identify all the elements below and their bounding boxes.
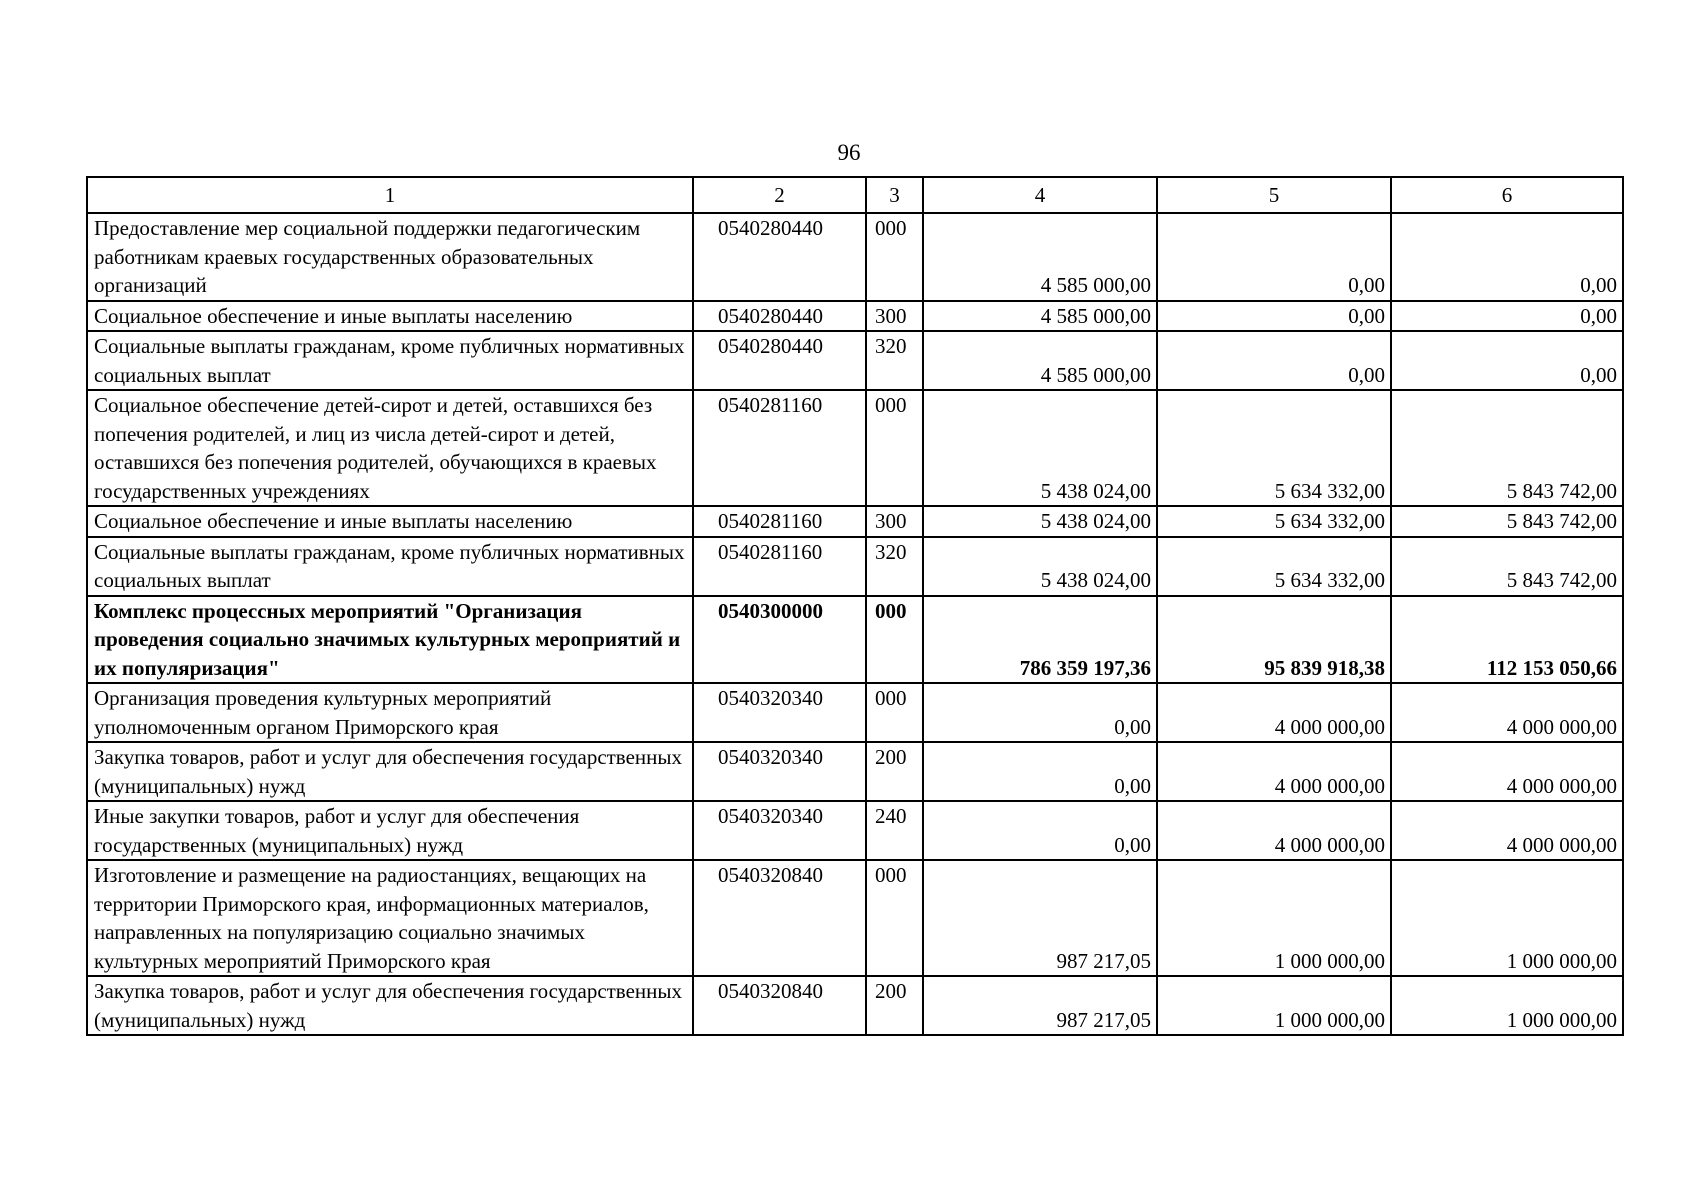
column-number-row [87,177,1623,213]
row-name-cell: Закупка товаров, работ и услуг для обеспечения государственных (муниципальных) нужд [87,742,693,801]
row-amount-col4: 5 438 024,00 [923,506,1157,537]
row-amount-col6: 0,00 [1391,301,1623,332]
row-amount-col5: 4 000 000,00 [1157,801,1391,860]
table-row [87,596,1623,684]
row-code-cell: 0540280440 [693,301,866,332]
row-type-cell: 000 [866,596,923,684]
row-name-cell: Иные закупки товаров, работ и услуг для обеспечения государственных (муниципальных) нужд [87,801,693,860]
row-name-cell: Комплекс процессных мероприятий "Организация проведения социально значимых культурных мероприятий и их популяризация" [87,596,693,684]
row-amount-col6: 0,00 [1391,331,1623,390]
row-code-cell: 0540281160 [693,390,866,506]
table-row [87,976,1623,1035]
row-amount-col4: 5 438 024,00 [923,537,1157,596]
row-amount-col6: 1 000 000,00 [1391,976,1623,1035]
row-amount-col6: 5 843 742,00 [1391,506,1623,537]
column-header: 5 [1157,177,1391,213]
row-amount-col5: 1 000 000,00 [1157,976,1391,1035]
row-amount-col5: 0,00 [1157,213,1391,301]
row-amount-col4: 4 585 000,00 [923,213,1157,301]
row-amount-col5: 5 634 332,00 [1157,537,1391,596]
row-amount-col5: 5 634 332,00 [1157,506,1391,537]
row-type-cell: 300 [866,506,923,537]
row-type-cell: 200 [866,976,923,1035]
row-code-cell: 0540300000 [693,596,866,684]
row-amount-col4: 987 217,05 [923,976,1157,1035]
row-amount-col5: 95 839 918,38 [1157,596,1391,684]
row-type-cell: 000 [866,860,923,976]
row-code-cell: 0540281160 [693,506,866,537]
table-row [87,301,1623,332]
row-code-cell: 0540320840 [693,860,866,976]
table-row [87,506,1623,537]
row-name-cell: Социальные выплаты гражданам, кроме публичных нормативных социальных выплат [87,537,693,596]
row-name-cell: Изготовление и размещение на радиостанциях, вещающих на территории Приморского края, информационных материалов, направленных на популяризацию социально значимых культурных мероприятий Приморского края [87,860,693,976]
row-amount-col4: 0,00 [923,801,1157,860]
row-amount-col4: 5 438 024,00 [923,390,1157,506]
row-name-cell: Социальные выплаты гражданам, кроме публичных нормативных социальных выплат [87,331,693,390]
column-header: 4 [923,177,1157,213]
table-row [87,213,1623,301]
row-amount-col4: 4 585 000,00 [923,301,1157,332]
row-amount-col6: 4 000 000,00 [1391,683,1623,742]
column-header: 3 [866,177,923,213]
row-amount-col4: 0,00 [923,683,1157,742]
row-amount-col4: 987 217,05 [923,860,1157,976]
row-type-cell: 000 [866,390,923,506]
row-code-cell: 0540320340 [693,742,866,801]
row-code-cell: 0540281160 [693,537,866,596]
row-code-cell: 0540280440 [693,213,866,301]
row-code-cell: 0540320340 [693,683,866,742]
row-type-cell: 320 [866,537,923,596]
row-type-cell: 300 [866,301,923,332]
table-row [87,801,1623,860]
table-row [87,742,1623,801]
row-name-cell: Организация проведения культурных мероприятий уполномоченным органом Приморского края [87,683,693,742]
row-amount-col4: 4 585 000,00 [923,331,1157,390]
row-amount-col5: 4 000 000,00 [1157,742,1391,801]
column-header: 1 [87,177,693,213]
row-amount-col6: 4 000 000,00 [1391,742,1623,801]
row-name-cell: Социальное обеспечение и иные выплаты населению [87,301,693,332]
row-amount-col6: 1 000 000,00 [1391,860,1623,976]
row-type-cell: 000 [866,213,923,301]
row-amount-col5: 5 634 332,00 [1157,390,1391,506]
row-amount-col5: 0,00 [1157,301,1391,332]
row-type-cell: 200 [866,742,923,801]
row-amount-col6: 5 843 742,00 [1391,537,1623,596]
table-row [87,860,1623,976]
row-name-cell: Социальное обеспечение детей-сирот и детей, оставшихся без попечения родителей, и лиц из числа детей-сирот и детей, оставшихся без попечения родителей, обучающихся в краевых государственных учреждениях [87,390,693,506]
row-amount-col4: 786 359 197,36 [923,596,1157,684]
table-row [87,331,1623,390]
row-amount-col6: 112 153 050,66 [1391,596,1623,684]
row-name-cell: Закупка товаров, работ и услуг для обеспечения государственных (муниципальных) нужд [87,976,693,1035]
column-header: 6 [1391,177,1623,213]
table-row [87,390,1623,506]
row-amount-col5: 1 000 000,00 [1157,860,1391,976]
row-amount-col6: 0,00 [1391,213,1623,301]
row-amount-col5: 4 000 000,00 [1157,683,1391,742]
column-header: 2 [693,177,866,213]
page-number: 96 [837,140,861,165]
row-amount-col5: 0,00 [1157,331,1391,390]
row-name-cell: Социальное обеспечение и иные выплаты населению [87,506,693,537]
table-row [87,683,1623,742]
row-amount-col6: 5 843 742,00 [1391,390,1623,506]
row-code-cell: 0540320840 [693,976,866,1035]
row-code-cell: 0540320340 [693,801,866,860]
row-amount-col6: 4 000 000,00 [1391,801,1623,860]
row-name-cell: Предоставление мер социальной поддержки педагогическим работникам краевых государственных образовательных организаций [87,213,693,301]
row-code-cell: 0540280440 [693,331,866,390]
budget-table [86,176,1624,1036]
row-amount-col4: 0,00 [923,742,1157,801]
row-type-cell: 320 [866,331,923,390]
table-row [87,537,1623,596]
row-type-cell: 240 [866,801,923,860]
row-type-cell: 000 [866,683,923,742]
